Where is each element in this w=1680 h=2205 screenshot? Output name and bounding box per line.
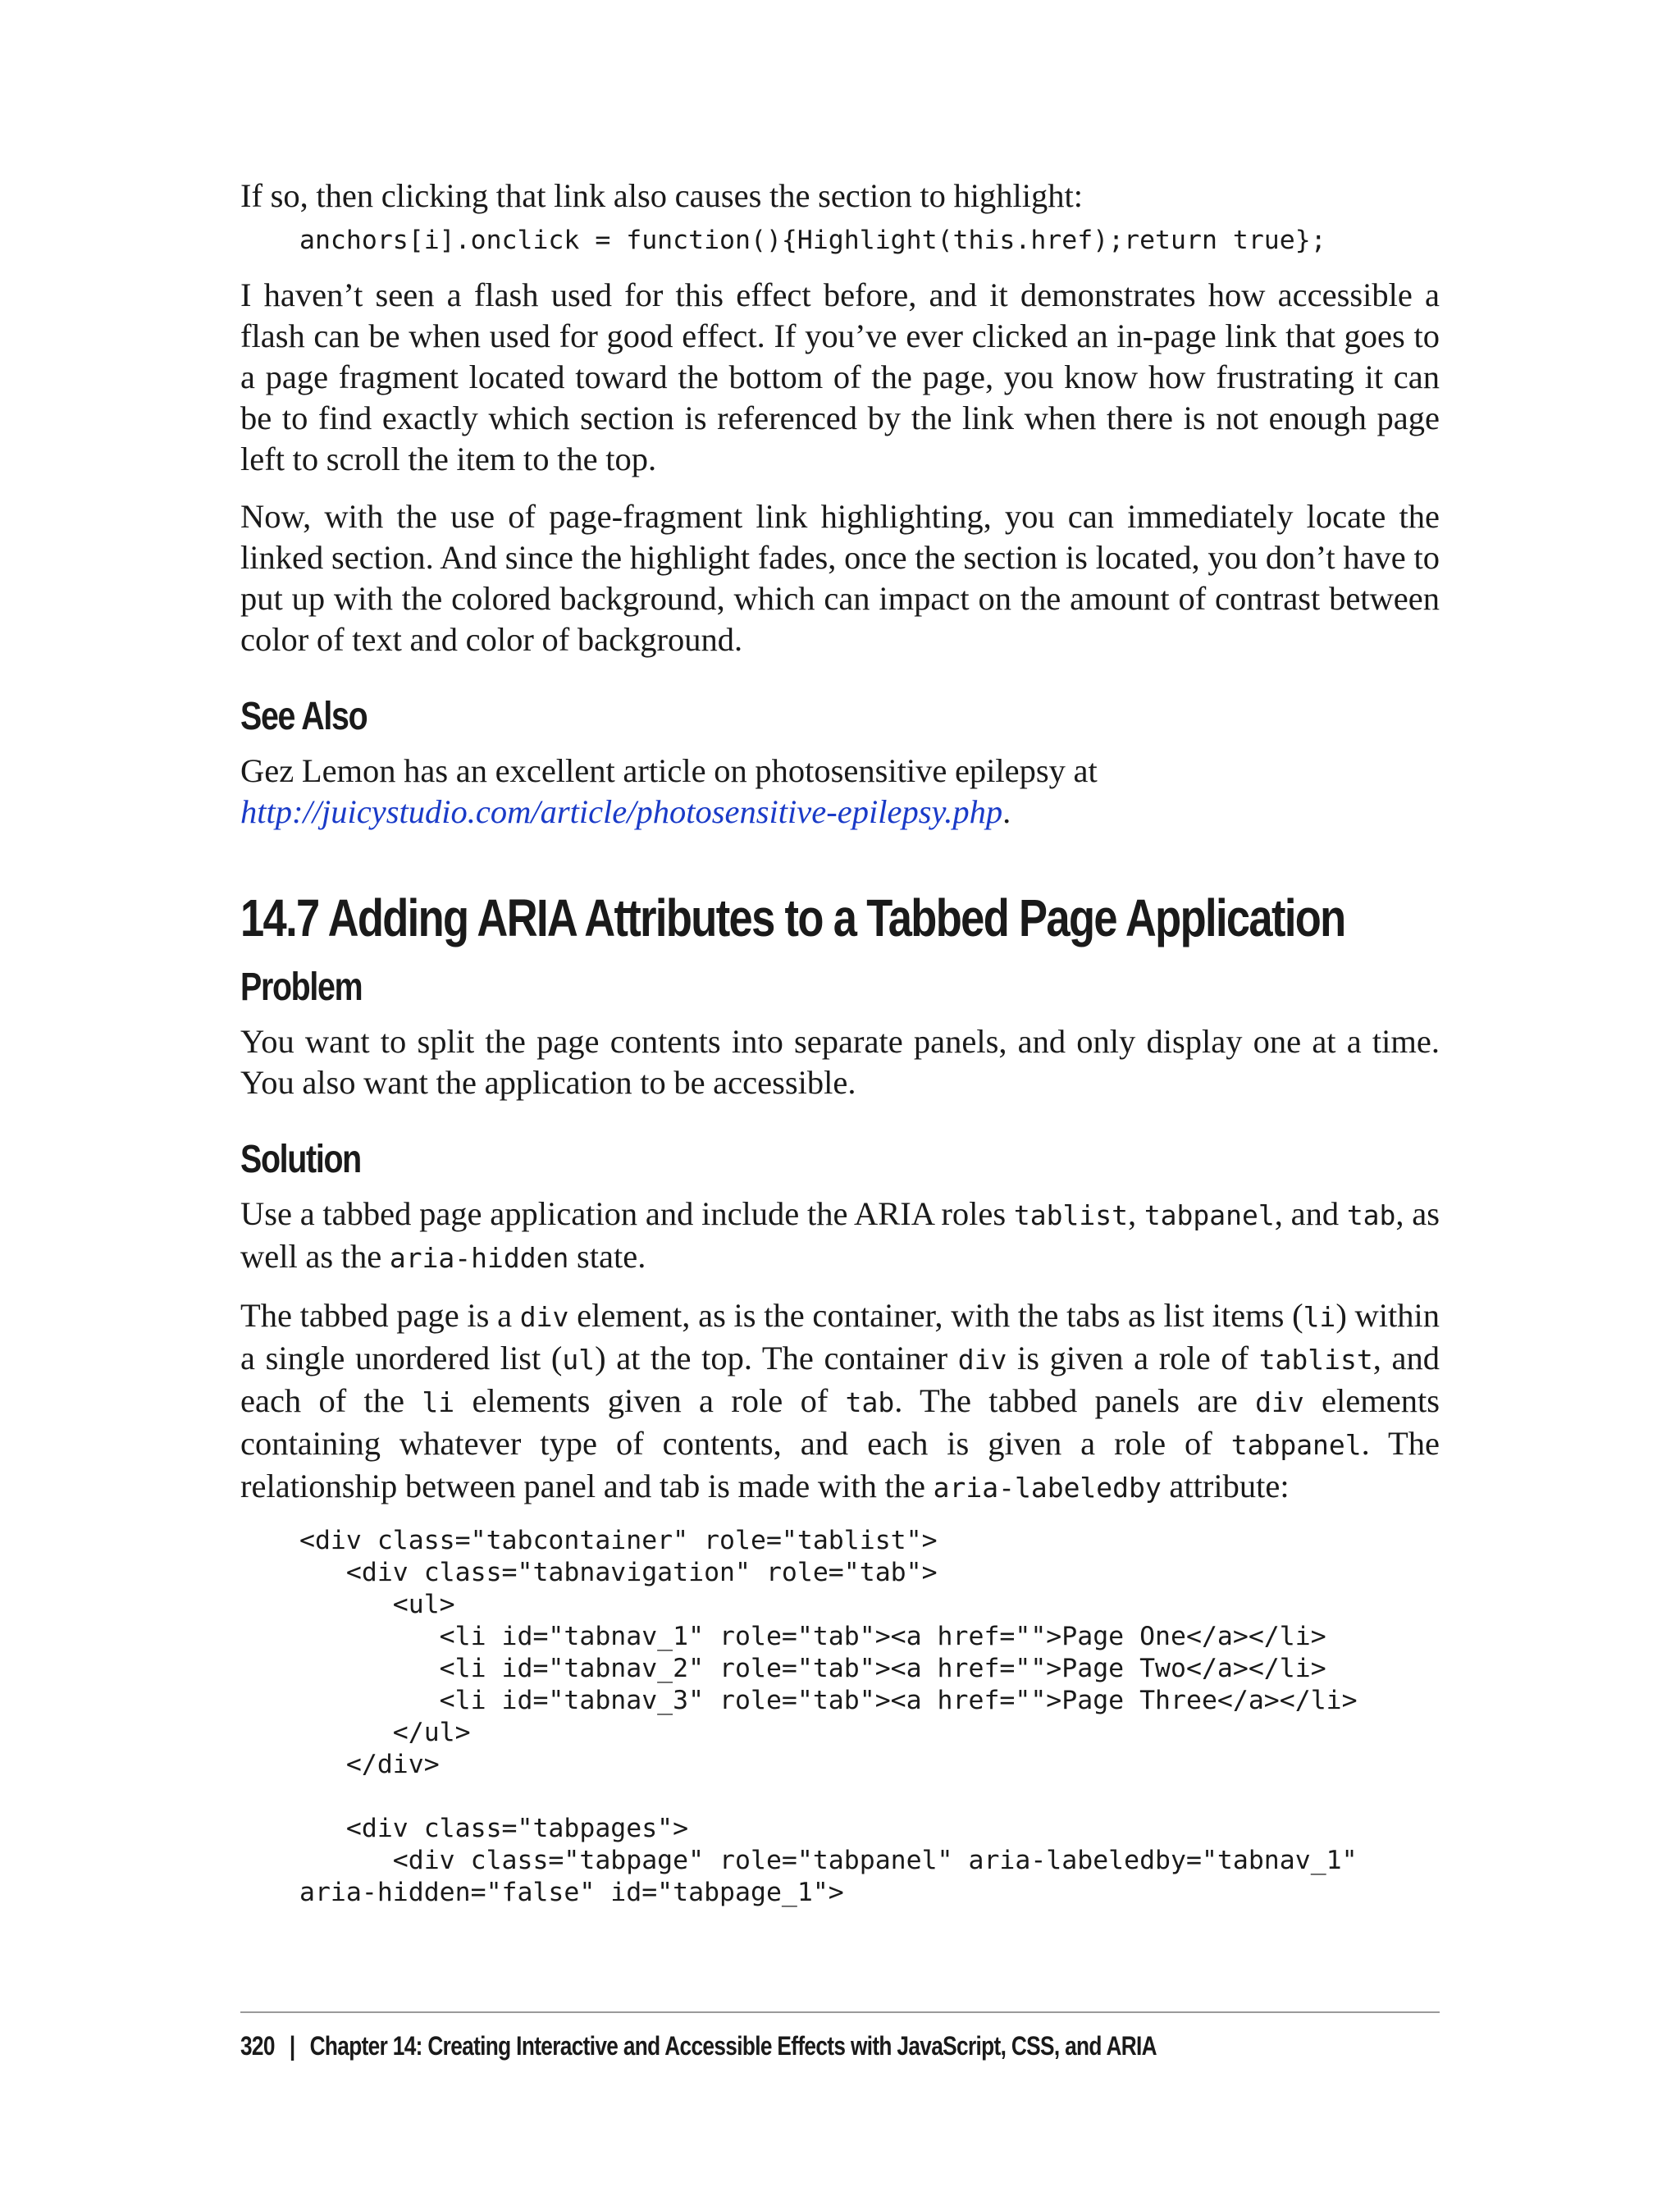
text-run: is given a role of bbox=[1007, 1340, 1259, 1376]
text-run: , and each of the bbox=[240, 1340, 1440, 1419]
inline-code: tablist bbox=[1013, 1199, 1128, 1231]
text-run: . The relationship between panel and tab is made with the bbox=[240, 1425, 1440, 1504]
flash-paragraph: I haven’t seen a flash used for this effect before, and it demonstrates how accessible a flash can be when used for good effect. If you’ve ever clicked an in-page link that goes to a page fragment located toward the bottom of the page, you know how frustrating it can be to find exactly which section is referenced by the link when there is not enough page left to scroll the item to the top. bbox=[240, 276, 1440, 477]
see-also-paragraph bbox=[240, 751, 1440, 833]
page-footer bbox=[240, 2011, 1440, 2062]
solution-code-block: <div class="tabcontainer" role="tablist"> <div class="tabnavigation" role="tab"> <ul> <li id="tabnav_1" role="tab"><a href="">Page One</a></li> <li id="tabnav_2" role="tab"><a href="">Page Two</a></li> <li id="tabnav_3" role="tab"><a href="">Page Three</a></li> </ul> </div> <div class="tabpages"> <div class="tabpage" role="tabpanel" aria-labeledby="tabnav_1" aria-hidden="false" id="tabpage_1"> bbox=[299, 1526, 1358, 1907]
text-run: elements containing whatever type of contents, and each is given a role of bbox=[240, 1382, 1440, 1462]
inline-code: ul bbox=[562, 1344, 596, 1376]
text-run: elements given a role of bbox=[454, 1382, 846, 1419]
text-run: attribute: bbox=[1161, 1468, 1290, 1504]
inline-code: div bbox=[519, 1301, 569, 1333]
text-run: , and bbox=[1274, 1195, 1347, 1232]
chapter-title: Chapter 14: Creating Interactive and Accessible Effects with JavaScript, CSS, and ARIA bbox=[309, 2031, 1157, 2061]
intro-code: anchors[i].onclick = function(){Highlight(this.href);return true}; bbox=[299, 226, 1326, 255]
inline-code: li bbox=[1303, 1301, 1336, 1333]
text-run: , bbox=[1127, 1195, 1144, 1232]
inline-code: tab bbox=[845, 1386, 895, 1418]
solution-paragraph-2 bbox=[240, 1295, 1440, 1509]
see-also-period: . bbox=[1002, 793, 1011, 830]
see-also-heading: See Also bbox=[240, 695, 368, 738]
inline-code: div bbox=[1255, 1386, 1304, 1418]
text-run: The tabbed page is a bbox=[240, 1297, 520, 1334]
intro-paragraph: If so, then clicking that link also causes the section to highlight: bbox=[240, 177, 1084, 214]
inline-code: tablist bbox=[1258, 1344, 1373, 1376]
inline-code: tab bbox=[1346, 1199, 1396, 1231]
footer-line bbox=[240, 2029, 1224, 2062]
inline-code: tabpanel bbox=[1230, 1429, 1362, 1461]
inline-code: tabpanel bbox=[1144, 1199, 1275, 1231]
text-run: element, as is the container, with the tabs as list items ( bbox=[568, 1297, 1303, 1334]
problem-heading: Problem bbox=[240, 966, 363, 1009]
footer-separator: | bbox=[289, 2031, 295, 2061]
text-run: . The tabbed panels are bbox=[894, 1382, 1256, 1419]
see-also-text: Gez Lemon has an excellent article on photosensitive epilepsy at bbox=[240, 752, 1098, 789]
text-run: state. bbox=[568, 1238, 646, 1275]
inline-code: li bbox=[422, 1386, 455, 1418]
inline-code: aria-hidden bbox=[389, 1242, 569, 1274]
problem-paragraph: You want to split the page contents into separate panels, and only display one at a time. You also want the application to be accessible. bbox=[240, 1023, 1440, 1101]
page-number: 320 bbox=[240, 2031, 275, 2061]
recipe-title: 14.7 Adding ARIA Attributes to a Tabbed Page Application bbox=[240, 888, 1345, 947]
text-run: ) within a single unordered list ( bbox=[240, 1297, 1440, 1376]
page-content bbox=[240, 176, 1440, 1925]
text-run: , as well as the bbox=[240, 1195, 1440, 1275]
see-also-link[interactable]: http://juicystudio.com/article/photosensitive-epilepsy.php bbox=[240, 793, 1003, 830]
solution-paragraph-1 bbox=[240, 1194, 1440, 1279]
text-run: Use a tabbed page application and include the ARIA roles bbox=[240, 1195, 1014, 1232]
inline-code: div bbox=[957, 1344, 1007, 1376]
solution-heading: Solution bbox=[240, 1138, 361, 1181]
text-run: ) at the top. The container bbox=[595, 1340, 958, 1376]
highlight-paragraph: Now, with the use of page-fragment link highlighting, you can immediately locate the linked section. And since the highlight fades, once the section is located, you don’t have to put up with the colored background, which can impact on the amount of contrast between color of text and color of background. bbox=[240, 498, 1440, 658]
inline-code: aria-labeledby bbox=[933, 1472, 1162, 1504]
